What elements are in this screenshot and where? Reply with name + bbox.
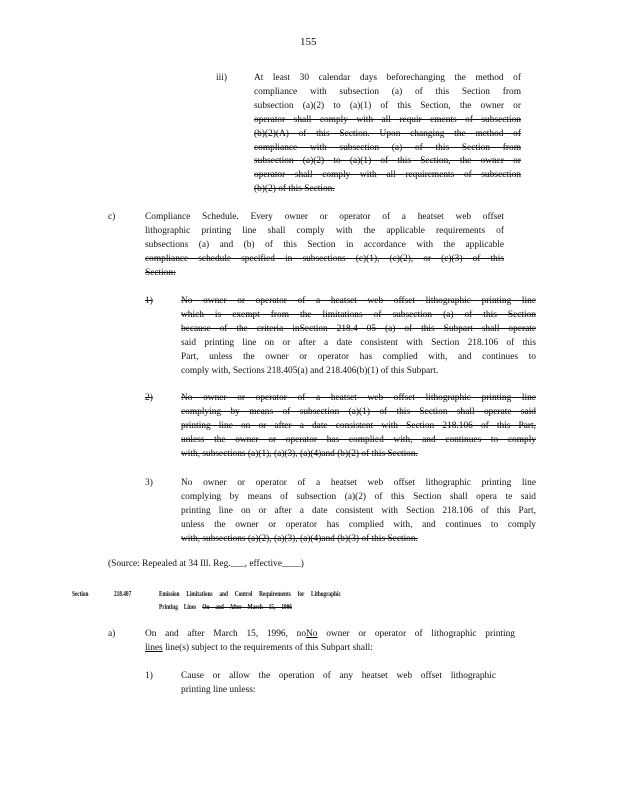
item-3-marker: 3) <box>145 478 153 488</box>
struck-line: (b)(2) of this Section. <box>254 184 335 195</box>
struck-line: printing line on or after a date consistent with Section 218.106 of this Part, <box>181 420 536 431</box>
struck-line: compliance schedule specified in subsections (c)(1), (c)(2), or (c)(3) of this <box>145 253 504 264</box>
text-line: printing line on or after a date consistent with Section 218.106 of this Part, <box>181 505 536 516</box>
text-line: compliance with subsection (a) of this Section from <box>254 86 521 97</box>
struck-line: operator shall comply with all requirements of subsection <box>254 170 521 181</box>
subsection-iii-marker: iii) <box>216 73 227 83</box>
section-title <box>159 588 392 614</box>
item-2-text <box>181 392 536 462</box>
item-a1-text <box>181 670 496 698</box>
text-line: Compliance Schedule. Every owner or operator of a heatset web offset <box>145 212 504 222</box>
text-line: Cause or allow the operation of any heatset web offset lithographic <box>181 671 496 681</box>
subsection-a-marker: a) <box>108 629 116 639</box>
text-span: On and after March 15, 1996, no <box>145 629 307 639</box>
section-title-line-2 <box>159 601 341 614</box>
subsection-iii-text <box>254 72 521 197</box>
text-line <box>145 628 515 642</box>
section-title-line-1: Emission Limitations and Control Requirements for Lithographic <box>159 591 341 598</box>
text-span: owner or operator of lithographic printing <box>326 629 515 639</box>
section-number: 218.407 <box>114 591 132 598</box>
text-line: printing line unless: <box>181 684 256 695</box>
text-line: comply with, Sections 218.405(a) and 218.406(b)(1) of this Subpart. <box>181 365 439 376</box>
struck-line: with, subsections (a)(1), (a)(3), (a)(4)and (b)(2) of this Section. <box>181 448 418 459</box>
text-line: lithographic printing line shall comply with the applicable requirements of <box>145 225 504 236</box>
text-line: complying by means of subsection (a)(2) of this Section shall opera te said <box>181 491 536 502</box>
struck-line: (b)(2)(A) of this Section. Upon changing the method of <box>254 128 521 139</box>
section-label: Section <box>72 591 89 598</box>
item-3-text <box>181 477 536 547</box>
section-title-struck: On and After March 15, 1996 <box>202 604 293 611</box>
struck-line: compliance with subsection (a) of this Section from <box>254 142 521 153</box>
struck-line: subsection (a)(2) to (a)(1) of this Section, the owner or <box>254 156 521 167</box>
inserted-text: No <box>306 629 318 639</box>
struck-line: unless the owner or operator has complied with, and continues to comply <box>181 434 536 445</box>
inserted-text: lines <box>145 642 163 653</box>
struck-line: because of the criteria inSection 218.4 05 (a) of this Subpart shall operate <box>181 323 536 334</box>
item-2-marker: 2) <box>145 393 153 403</box>
text-line: said printing line on or after a date consistent with Section 218.106 of this <box>181 337 536 348</box>
struck-line: with, subsections (a)(2), (a)(3), (a)(4)and (b)(3) of this Section. <box>181 533 418 544</box>
text-line: Part, unless the owner or operator has complied with, and continues to <box>181 351 536 362</box>
page-number: 155 <box>300 36 317 48</box>
item-1-text <box>181 295 536 378</box>
text-span: line(s) subject to the requirements of this Subpart shall: <box>165 642 373 653</box>
subsection-c-text <box>145 211 504 281</box>
text-line: At least 30 calendar days beforechanging the method of <box>254 73 521 83</box>
item-1-marker: 1) <box>145 296 153 306</box>
item-a1-marker: 1) <box>145 671 153 681</box>
text-line <box>145 642 515 656</box>
source-note: (Source: Repealed at 34 Ill. Reg.___, effective____) <box>108 559 304 569</box>
text-line: subsection (a)(2) to (a)(1) of this Section, the owner or <box>254 100 521 111</box>
subsection-a-text <box>145 628 515 656</box>
struck-line: which is exempt from the limitations of subsection (a) of this Section <box>181 309 536 320</box>
struck-line: No owner or operator of a heatset web offset lithographic printing line <box>181 296 536 306</box>
text-line: No owner or operator of a heatset web offset lithographic printing line <box>181 478 536 488</box>
struck-line: No owner or operator of a heatset web offset lithographic printing line <box>181 393 536 403</box>
section-title-kept: Printing Lines <box>159 604 197 611</box>
struck-line: Section: <box>145 267 176 278</box>
text-line: subsections (a) and (b) of this Section in accordance with the applicable <box>145 239 504 250</box>
subsection-c-marker: c) <box>108 212 116 222</box>
struck-line: complying by means of subsection (a)(1) of this Section shall operate said <box>181 406 536 417</box>
struck-line: operator shall comply with all requir ements of subsection <box>254 114 521 125</box>
text-line: unless the owner or operator has complied with, and continues to comply <box>181 519 536 530</box>
